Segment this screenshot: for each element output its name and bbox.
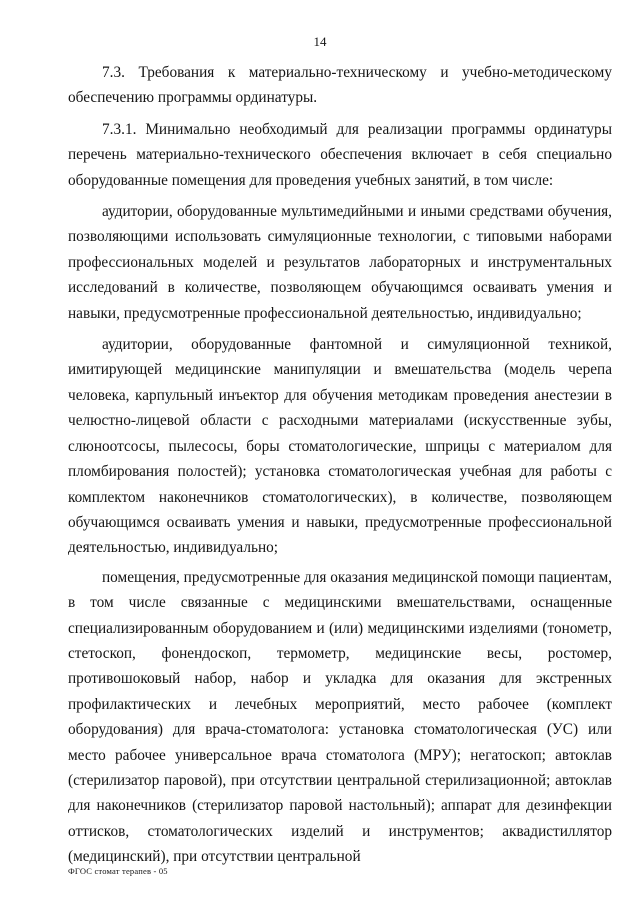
section-heading-7-3: 7.3. Требования к материально-техническому и учебно-методическому обеспечению программы ординатуры. (68, 64, 612, 107)
paragraph-multimedia-rooms: аудитории, оборудованные мультимедийными и иными средствами обучения, позволяющими использовать симуляционные технологии, с типовыми наборами профессиональных моделей и результатов лабораторных и инструментальных исследований в количестве, позволяющем обучающимся осваивать умения и навыки, предусмотренные профессиональной деятельностью, индивидуально; (68, 203, 612, 322)
paragraph-7-3-1: 7.3.1. Минимально необходимый для реализации программы ординатуры перечень материально-технического обеспечения включает в себя специально оборудованные помещения для проведения учебных занятий, в том числе: (68, 120, 612, 189)
footer-text: ФГОС стомат терапев - 05 (68, 866, 168, 876)
document-body (68, 60, 612, 876)
page-number: 14 (313, 34, 327, 49)
paragraph-medical-rooms: помещения, предусмотренные для оказания медицинской помощи пациентам, в том числе связанные с медицинскими вмешательствами, оснащенные специализированным оборудованием и (или) медицинскими изделиями (тонометр, стетоскоп, фонендоскоп, термометр, медицинские весы, ростомер, противошоковый набор, набор и укладка для оказания для экстренных профилактических и лечебных мероприятий, место рабочее (комплект оборудования) для врача-стоматолога: установка стоматологическая (УС) или место рабочее универсальное врача стоматолога (МРУ); негатоскоп; автоклав (стерилизатор паровой), при отсутствии центральной стерилизационной; автоклав для наконечников (стерилизатор паровой настольный); аппарат для дезинфекции оттисков, стоматологических изделий и инструментов; аквадистиллятор (медицинский), при отсутствии центральной (68, 568, 613, 866)
paragraph-phantom-rooms: аудитории, оборудованные фантомной и симуляционной техникой, имитирующей медицинские манипуляции и вмешательства (модель черепа человека, карпульный инъектор для обучения методикам проведения анестезии в челюстно-лицевой области с расходными материалами (искусственные зубы, слюноотсосы, пылесосы, боры стоматологические, шприцы с материалом для пломбирования полостей); установка стоматологическая учебная для работы с комплектом наконечников стоматологических), в количестве, позволяющем обучающимся осваивать умения и навыки, предусмотренные профессиональной деятельностью, индивидуально; (68, 336, 612, 557)
